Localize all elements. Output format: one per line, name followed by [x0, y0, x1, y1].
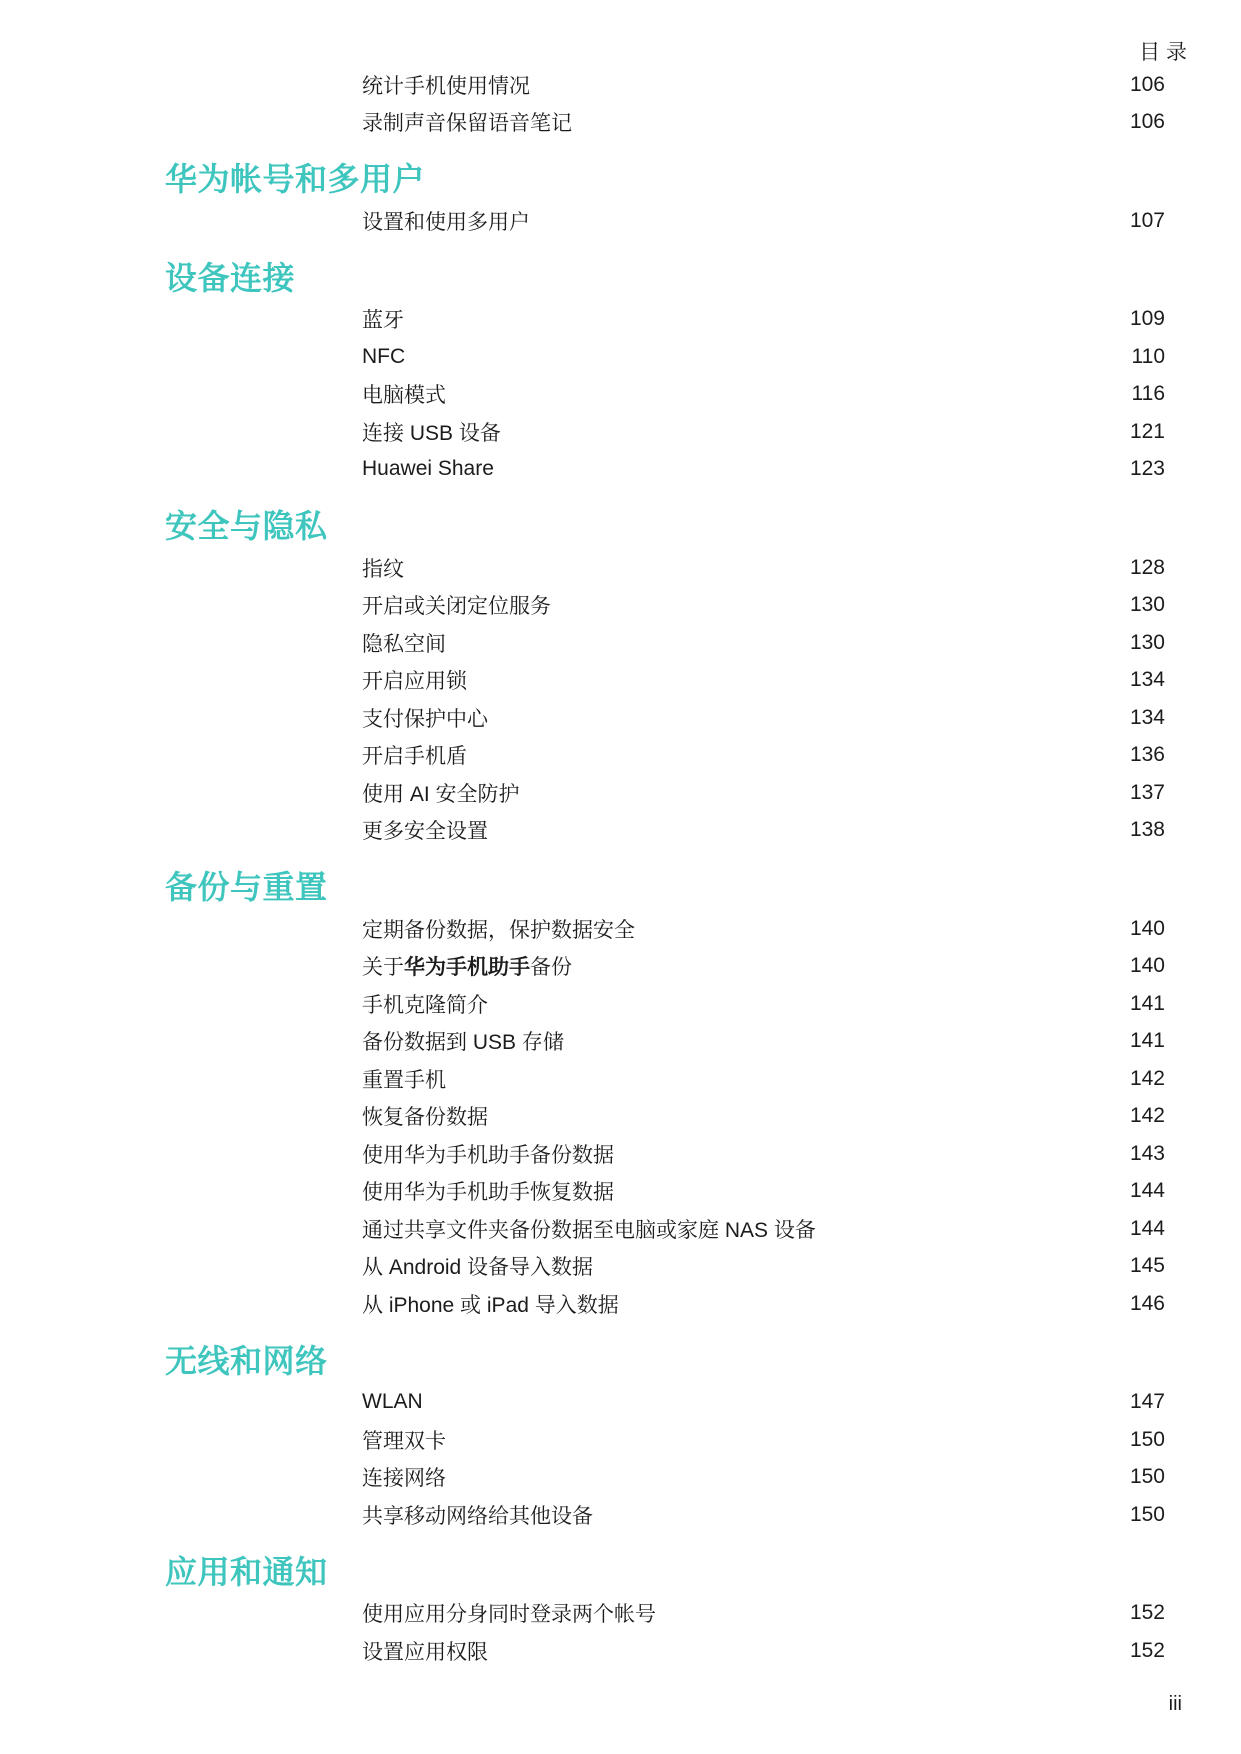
- toc-entry[interactable]: [165, 1632, 1165, 1670]
- toc-entry-page: 107: [1129, 208, 1165, 232]
- toc-entry-label: 使用 AI 安全防护: [362, 782, 520, 806]
- toc-entry[interactable]: [165, 66, 1165, 104]
- toc-entry-label: 关于华为手机助手备份: [362, 956, 572, 980]
- toc-entry-page: 137: [1129, 780, 1165, 804]
- toc-entry[interactable]: [165, 413, 1165, 451]
- toc-entry[interactable]: [165, 1421, 1165, 1459]
- toc-entry[interactable]: [165, 910, 1165, 948]
- toc-entry-page: 141: [1129, 991, 1165, 1015]
- toc-entry-page: 121: [1129, 419, 1165, 443]
- page-number-footer: iii: [1168, 1693, 1182, 1715]
- toc-entry-label: 使用应用分身同时登录两个帐号: [362, 1603, 656, 1627]
- toc-entry-page: 145: [1129, 1254, 1165, 1278]
- toc-entry-label: 备份数据到 USB 存储: [362, 1031, 564, 1055]
- toc-entry-page: 152: [1129, 1638, 1165, 1662]
- toc-entry[interactable]: [165, 451, 1165, 489]
- toc-entry-label: NFC: [362, 344, 406, 368]
- toc-entry-page: 141: [1129, 1029, 1165, 1053]
- toc-entry[interactable]: [165, 774, 1165, 812]
- toc-entry-label: 使用华为手机助手恢复数据: [362, 1181, 614, 1205]
- toc-entry[interactable]: [165, 1135, 1165, 1173]
- toc-entry-page: 152: [1129, 1601, 1165, 1625]
- toc-entry-label: 蓝牙: [362, 309, 404, 333]
- toc-entry-label: 统计手机使用情况: [362, 74, 530, 98]
- toc-entry[interactable]: [165, 1098, 1165, 1136]
- toc-section-title: 无线和网络: [165, 1342, 328, 1379]
- toc-entry[interactable]: [165, 376, 1165, 414]
- toc-entry[interactable]: [165, 737, 1165, 775]
- toc-entry[interactable]: [165, 1496, 1165, 1534]
- toc-entry[interactable]: [165, 1023, 1165, 1061]
- toc-entry[interactable]: [165, 1595, 1165, 1633]
- toc-entry-page: 110: [1131, 344, 1165, 368]
- toc-entry-label: WLAN: [362, 1390, 423, 1414]
- toc-section-title: 设备连接: [165, 259, 296, 296]
- toc-entry[interactable]: [165, 338, 1165, 376]
- toc-entry-page: 146: [1129, 1291, 1165, 1315]
- toc-entry-page: 130: [1129, 630, 1165, 654]
- toc-entry-label: 设置应用权限: [362, 1640, 488, 1664]
- toc-section-title: 备份与重置: [165, 869, 328, 905]
- toc-entry[interactable]: [165, 624, 1165, 662]
- toc-section-title: 华为帐号和多用户: [165, 161, 426, 197]
- toc-entry[interactable]: [165, 985, 1165, 1023]
- toc-entry-label: 电脑模式: [362, 384, 446, 408]
- toc-entry-label: 管理双卡: [362, 1429, 446, 1453]
- toc-entry[interactable]: [165, 104, 1165, 142]
- toc-entry[interactable]: [165, 202, 1165, 240]
- toc-entry[interactable]: [165, 699, 1165, 737]
- toc-entry-label: 开启应用锁: [362, 670, 467, 694]
- toc-entry[interactable]: [165, 1285, 1165, 1323]
- toc-entry-page: 123: [1129, 457, 1165, 481]
- toc-entry-page: 128: [1129, 555, 1165, 579]
- toc-entry-page: 109: [1129, 307, 1165, 331]
- toc-entry-page: 130: [1129, 593, 1165, 617]
- toc-entry-label: 从 iPhone 或 iPad 导入数据: [362, 1293, 619, 1317]
- toc-entry-label: 录制声音保留语音笔记: [362, 112, 572, 136]
- toc-entry-label: 使用华为手机助手备份数据: [362, 1143, 614, 1167]
- toc-entry-page: 116: [1131, 382, 1165, 406]
- toc-entry-page: 150: [1129, 1465, 1165, 1489]
- toc-entry[interactable]: [165, 1384, 1165, 1422]
- toc-entry-page: 136: [1129, 743, 1165, 767]
- toc-entry-page: 138: [1129, 818, 1165, 842]
- toc-entry-label: 开启或关闭定位服务: [362, 595, 551, 619]
- toc-entry[interactable]: [165, 1459, 1165, 1497]
- toc-entry-page: 144: [1129, 1216, 1165, 1240]
- toc-entry-label: 重置手机: [362, 1068, 446, 1092]
- toc-entry-page: 150: [1129, 1427, 1165, 1451]
- toc-entry-label: 开启手机盾: [362, 745, 467, 769]
- toc-entry-label: 通过共享文件夹备份数据至电脑或家庭 NAS 设备: [362, 1218, 816, 1242]
- toc-entry-page: 150: [1129, 1502, 1165, 1526]
- toc-entry-page: 144: [1129, 1179, 1165, 1203]
- toc-entry[interactable]: [165, 812, 1165, 850]
- toc-entry-label: 手机克隆简介: [362, 993, 488, 1017]
- toc: [165, 66, 1165, 1670]
- toc-entry[interactable]: [165, 1060, 1165, 1098]
- toc-entry-page: 140: [1129, 954, 1165, 978]
- toc-entry[interactable]: [165, 1210, 1165, 1248]
- toc-entry-page: 140: [1129, 916, 1165, 940]
- toc-entry[interactable]: [165, 549, 1165, 587]
- toc-entry-page: 134: [1129, 668, 1165, 692]
- toc-entry[interactable]: [165, 948, 1165, 986]
- toc-entry-page: 147: [1129, 1390, 1165, 1414]
- toc-entry[interactable]: [165, 301, 1165, 339]
- toc-entry-page: 134: [1129, 705, 1165, 729]
- toc-entry-page: 106: [1129, 110, 1165, 134]
- toc-section-title: 应用和通知: [165, 1553, 328, 1590]
- toc-entry-page: 142: [1129, 1066, 1165, 1090]
- toc-entry-label: 共享移动网络给其他设备: [362, 1504, 593, 1528]
- toc-entry-page: 106: [1129, 72, 1165, 96]
- toc-entry-label: 设置和使用多用户: [362, 210, 530, 234]
- toc-entry-label: 更多安全设置: [362, 820, 488, 844]
- toc-entry-page: 143: [1129, 1141, 1165, 1165]
- toc-entry[interactable]: [165, 587, 1165, 625]
- toc-entry-label: 指纹: [362, 557, 404, 581]
- toc-entry-label: 定期备份数据，保护数据安全: [362, 918, 635, 942]
- toc-entry-label: 从 Android 设备导入数据: [362, 1256, 594, 1280]
- toc-entry-label: Huawei Share: [362, 457, 494, 481]
- toc-entry-label: 支付保护中心: [362, 707, 488, 731]
- toc-entry-page: 142: [1129, 1104, 1165, 1128]
- toc-entry[interactable]: [165, 1248, 1165, 1286]
- toc-entry-label: 连接 USB 设备: [362, 421, 501, 445]
- toc-entry[interactable]: [165, 662, 1165, 700]
- toc-entry[interactable]: [165, 1173, 1165, 1211]
- toc-entry-label: 隐私空间: [362, 632, 446, 656]
- toc-entry-label: 连接网络: [362, 1467, 446, 1491]
- toc-section-title: 安全与隐私: [165, 508, 328, 544]
- toc-entry-label: 恢复备份数据: [362, 1106, 488, 1130]
- toc-header-title: 目 录: [1139, 41, 1187, 64]
